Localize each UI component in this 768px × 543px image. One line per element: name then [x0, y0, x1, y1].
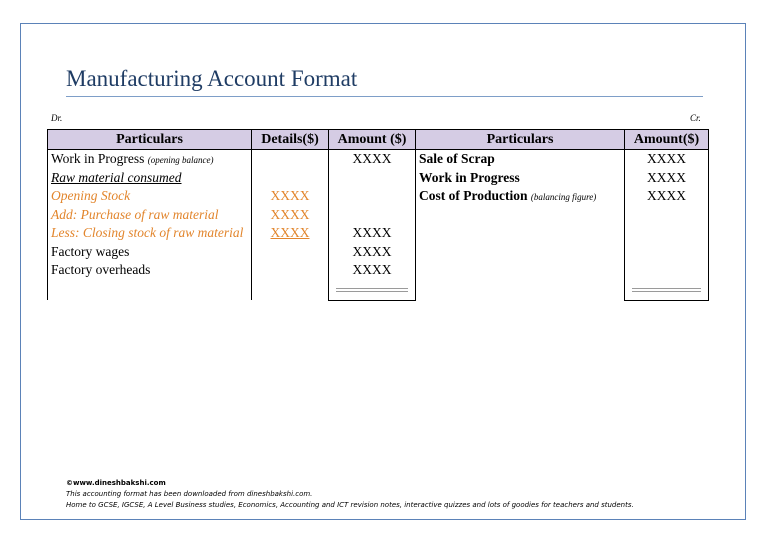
- right-wip-label: Work in Progress: [419, 169, 520, 185]
- amount-cell: [329, 169, 416, 188]
- right-sale-scrap-label: Sale of Scrap: [419, 151, 495, 167]
- left-factory-overheads-label: Factory overheads: [48, 261, 252, 280]
- left-opening-stock-label: Opening Stock: [48, 187, 252, 206]
- amount-cell: [329, 206, 416, 225]
- left-raw-material-amount: XXXX: [329, 224, 416, 243]
- details-cell: [252, 261, 329, 280]
- right-sale-scrap-amount: XXXX: [625, 150, 709, 169]
- table-row: [48, 261, 709, 280]
- details-cell: [252, 150, 329, 169]
- footer-line-2: Home to GCSE, IGCSE, A Level Business studies, Economics, Accounting and ICT revision notes, interactive quizzes and lots of goodies for teachers and students.: [66, 501, 634, 509]
- left-less-closing-detail: XXXX: [252, 224, 329, 243]
- right-cost-production-note: (balancing figure): [530, 192, 597, 203]
- table-total-row: [48, 280, 709, 301]
- left-raw-material-label: Raw material consumed: [51, 169, 182, 185]
- right-empty-cell: [416, 206, 625, 225]
- left-empty-cell: [48, 280, 252, 301]
- details-cell: [252, 169, 329, 188]
- page-footer: [66, 478, 634, 511]
- left-total-double-rule: [336, 288, 408, 292]
- table-row: [48, 169, 709, 188]
- header-amount-left: Amount ($): [329, 130, 416, 150]
- right-amount-cell: [625, 261, 709, 280]
- left-opening-stock-detail: XXXX: [252, 187, 329, 206]
- right-empty-cell: [416, 224, 625, 243]
- table-row: [48, 243, 709, 262]
- details-cell: [252, 280, 329, 301]
- header-amount-right: Amount($): [625, 130, 709, 150]
- left-wip-amount: XXXX: [329, 150, 416, 169]
- amount-cell: [329, 187, 416, 206]
- credit-label: Cr.: [690, 113, 701, 123]
- left-wip-note: (opening balance): [147, 155, 214, 166]
- details-cell: [252, 243, 329, 262]
- right-total-double-rule: [632, 288, 701, 292]
- left-wip-cell: [48, 150, 252, 169]
- manufacturing-account-table: [47, 129, 709, 301]
- left-add-purchase-label: Add: Purchase of raw material: [48, 206, 252, 225]
- header-details: Details($): [252, 130, 329, 150]
- left-total-cell: [329, 280, 416, 301]
- left-wip-label: Work in Progress: [51, 151, 145, 167]
- left-add-purchase-detail: XXXX: [252, 206, 329, 225]
- right-cost-production-label: Cost of Production: [419, 188, 528, 204]
- header-particulars-right: Particulars: [416, 130, 625, 150]
- right-amount-cell: [625, 224, 709, 243]
- left-factory-overheads-amount: XXXX: [329, 261, 416, 280]
- left-raw-material-cell: [48, 169, 252, 188]
- header-particulars-left: Particulars: [48, 130, 252, 150]
- footer-line-1: This accounting format has been downloaded from dineshbakshi.com.: [66, 490, 313, 498]
- right-cost-production-amount: XXXX: [625, 187, 709, 206]
- left-less-closing-label: Less: Closing stock of raw material: [48, 224, 252, 243]
- table-row: [48, 150, 709, 169]
- right-total-cell: [625, 280, 709, 301]
- right-empty-cell: [416, 243, 625, 262]
- right-wip-amount: XXXX: [625, 169, 709, 188]
- right-amount-cell: [625, 243, 709, 262]
- table-header-row: [48, 130, 709, 150]
- right-empty-cell: [416, 280, 625, 301]
- right-cost-production-cell: [416, 187, 625, 206]
- page-title: Manufacturing Account Format: [66, 66, 358, 91]
- right-empty-cell: [416, 261, 625, 280]
- debit-label: Dr.: [51, 113, 63, 123]
- table-row: [48, 187, 709, 206]
- left-factory-wages-amount: XXXX: [329, 243, 416, 262]
- left-factory-wages-label: Factory wages: [48, 243, 252, 262]
- right-amount-cell: [625, 206, 709, 225]
- table-row: [48, 224, 709, 243]
- table-row: [48, 206, 709, 225]
- footer-site-link[interactable]: ©www.dineshbakshi.com: [66, 479, 166, 487]
- title-underline: [66, 96, 703, 97]
